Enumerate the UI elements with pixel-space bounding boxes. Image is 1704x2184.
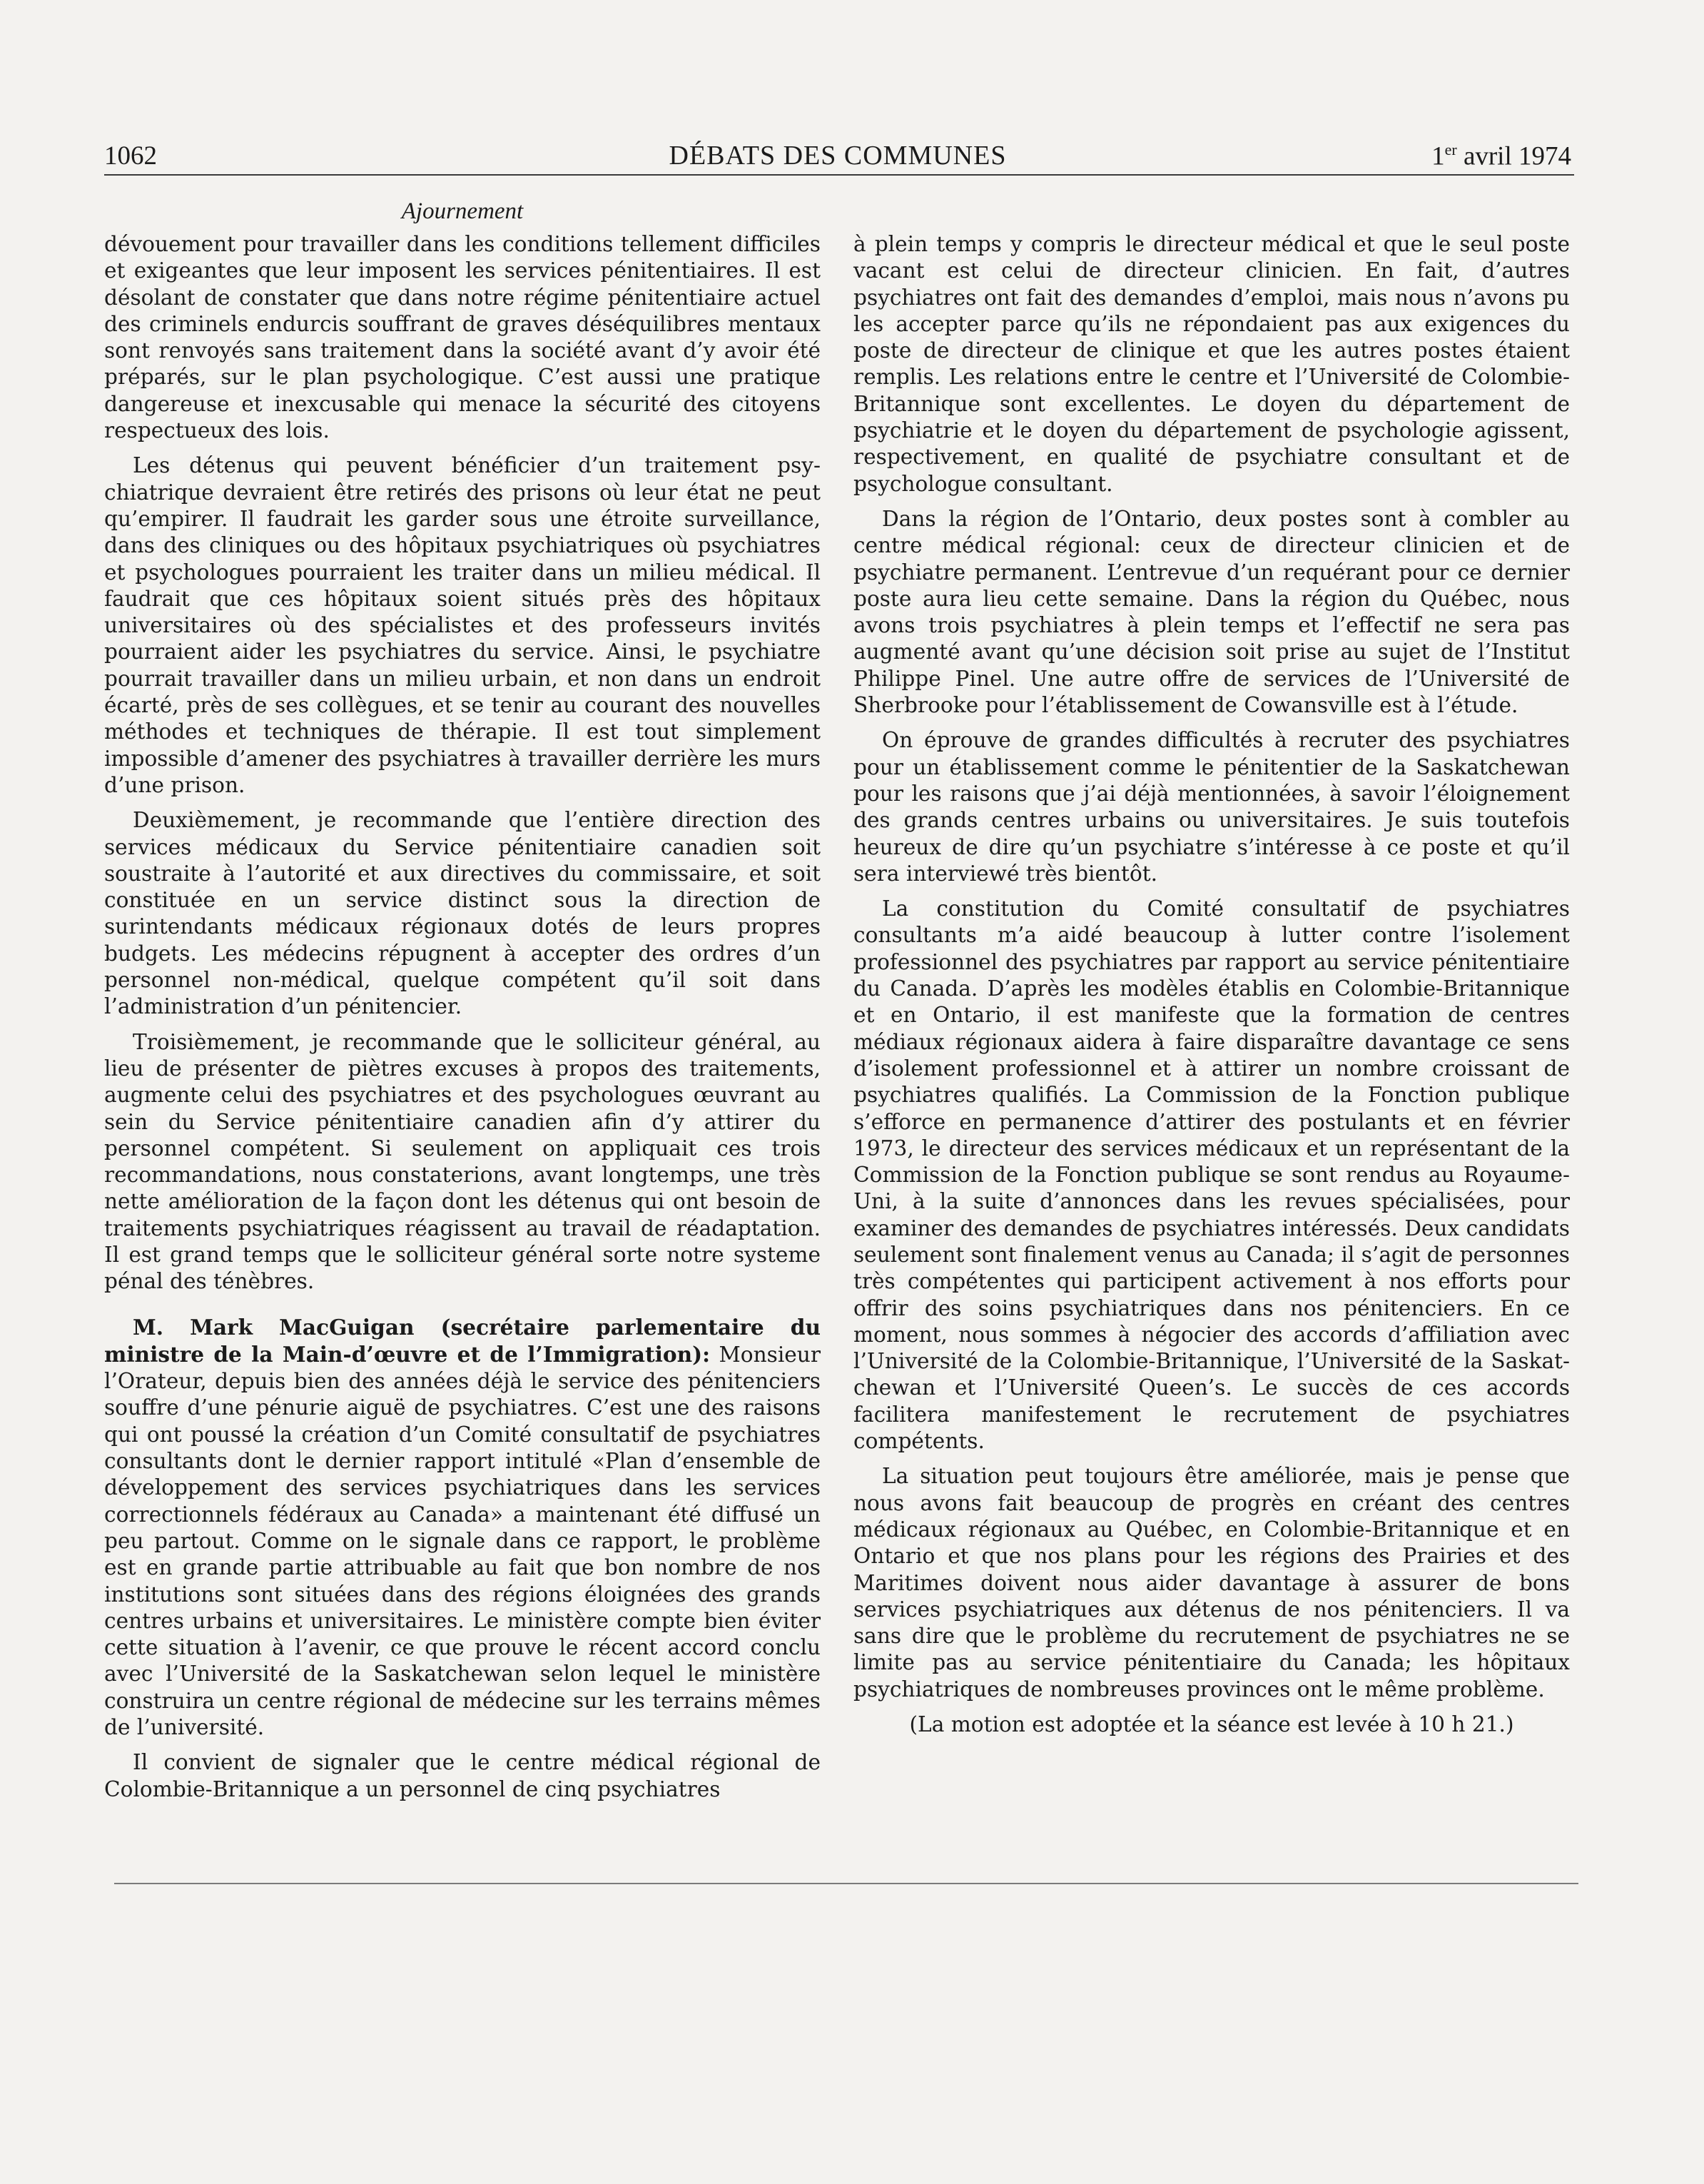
paragraph: La constitution du Comité consultatif de psychiatres consultants m’a aidé beaucoup à lutter contre l’isolement professionnel des psychiatres par rapport au service pénitentiaire du Canada. D’après les modèles établis en Colombie-Britannique et en Ontario, il est manifeste que la formation de centres médiaux régionaux aidera à faire disparaître davantage ce sens d’isolement professionnel et à attirer un nombre croissant de psychiatres qualifiés. La Commission de la Fonction publique s’efforce en permanence d’attirer des postulants et en février 1973, le directeur des services médicaux et un représentant de la Commission de la Fonction publique se sont rendus au Royaume-Uni, à la suite d’annonces dans les revues spécialisées, pour examiner des demandes de psychiatres intéressés. Deux candidats seulement sont finalement venus au Canada; il s’agit de personnes très compétentes qui participent activement à nos efforts pour offrir des soins psychiatriques dans nos pénitenciers. En ce moment, nous sommes à négocier des accords d’affiliation avec l’Université de la Colombie-Britannique, l’Université de la Saskatchewan et l’Université Queen’s. Le succès de ces accords facilitera manifestement le recrutement de psychiatres compétents. [853, 896, 1570, 1454]
date-day: 1 [1431, 141, 1445, 171]
paragraph: Troisièmement, je recommande que le solliciteur général, au lieu de présenter de piètres excuses à propos des traitements, augmente celui des psychiatres et des psychologues œuvrant au sein du Service pénitentiaire canadien afin d’y attirer du personnel compétent. Si seulement on appliquait ces trois recommandations, nous constaterions, avant longtemps, une très nette amélioration de la façon dont les détenus qui ont besoin de traitements psychiatriques réagissent au travail de réadaptation. Il est grand temps que le solliciteur général sorte notre systeme pénal des ténèbres. [104, 1029, 821, 1294]
paragraph: dévouement pour travailler dans les conditions tellement difficiles et exigeantes que leur imposent les services pénitentiaires. Il est désolant de constater que dans notre régime pénitentiaire actuel des criminels endurcis souffrant de graves déséquilibres mentaux sont renvoyés sans traitement dans la société avant d’y avoir été préparés, sur le plan psychologique. C’est aussi une pratique dangereuse et inexcusable qui menace la sécurité des citoyens respectueux des lois. [104, 232, 821, 443]
paragraph: La situation peut toujours être améliorée, mais je pense que nous avons fait beaucoup de progrès en créant des centres médicaux régionaux au Québec, en Colombie-Britannique et en Ontario et que nos plans pour les régions des Prairies et des Maritimes doivent nous aider davantage à assurer de bons services psychiatriques aux détenus de nos pénitenciers. Il va sans dire que le problème du recrutement de psychiatres ne se limite pas au service pénitentiaire du Canada; les hôpitaux psychiatriques de nombreuses provinces ont le même problème. [853, 1464, 1570, 1702]
speech-text: Monsieur l’Orateur, depuis bien des années déjà le service des pénitenciers souffre d’une pénurie aiguë de psychiatres. C’est une des raisons qui ont poussé la création d’un Comité consultatif de psychiatres consultants dont le dernier rapport intitulé «Plan d’ensemble de développement des services psychiatriques dans les services correctionnels fédéraux au Canada» a maintenant été diffusé un peu partout. Comme on le signale dans ce rapport, le problème est en grande partie attribuable au fait que bon nombre de nos institutions sont situées dans des régions éloignées des grands centres urbains et universitaires. Le ministère compte bien éviter cette situation à l’avenir, ce que prouve le récent accord conclu avec l’Université de la Saskatchewan selon lequel le ministère construira un centre régional de médecine sur les terrains mêmes de l’université. [104, 1342, 821, 1740]
paragraph: à plein temps y compris le directeur médical et que le seul poste vacant est celui de directeur clinicien. En fait, d’autres psychiatres ont fait des demandes d’emploi, mais nous n’avons pu les accepter parce qu’ils ne répondaient pas aux exigences du poste de directeur de clinique et que les autres postes étaient remplis. Les relations entre le centre et l’Université de Colombie-Britannique sont excellentes. Le doyen du département de psychiatrie et le doyen du département de psychologie agissent, respectivement, en qualité de psychiatre consultant et de psychologue consultant. [853, 232, 1570, 496]
paragraph: Dans la région de l’Ontario, deux postes sont à combler au centre médical régional: ceux de directeur clinicien et de psychiatre permanent. L’entrevue d’un requérant pour ce dernier poste aura lieu cette semaine. Dans la région du Québec, nous avons trois psychiatres à plein temps et l’effectif ne sera pas augmenté avant qu’une décision soit prise au sujet de l’Institut Philippe Pinel. Une autre offre de services de l’Université de Sherbrooke pour l’établissement de Cowansville est à l’étude. [853, 506, 1570, 718]
left-column [104, 231, 821, 1811]
speaker-name: M. Mark MacGuigan (secrétaire parlementaire du ministre de la Main-d’œuvre et de l’Immigration): [104, 1314, 821, 1367]
date-month-year: avril 1974 [1456, 141, 1571, 171]
paragraph: Les détenus qui peuvent bénéficier d’un traitement psychiatrique devraient être retirés des prisons où leur état ne peut qu’empirer. Il faudrait les garder sous une étroite surveillance, dans des cliniques ou des hôpitaux psychiatriques où psychiatres et psychologues pourraient les traiter dans un milieu médical. Il faudrait que ces hôpitaux soient situés près des hôpitaux universitaires où des spécialistes et des professeurs invités pourraient aider les psychiatres du service. Ainsi, le psychiatre pourrait travailler dans un milieu urbain, et non dans un endroit écarté, près de ses collègues, et se tenir au courant des nouvelles méthodes et techniques de thérapie. Il est tout simplement impossible d’amener des psychiatres à travailler derrière les murs d’une prison. [104, 453, 821, 797]
speech-paragraph [104, 1314, 821, 1741]
bottom-rule [114, 1883, 1578, 1884]
paragraph: Deuxièmement, je recommande que l’entière direction des services médicaux du Service pénitentiaire canadien soit soustraite à l’autorité et aux directives du commissaire, et soit constituée en un service distinct sous la direction de surintendants médicaux régionaux dotés de leurs propres budgets. Les médecins répugnent à accepter des ordres d’un personnel non-médical, quelque compétent qu’il soit dans l’administration d’un pénitencier. [104, 808, 821, 1019]
section-title: Ajournement [401, 198, 524, 224]
publication-date [1431, 141, 1571, 171]
adjournment-note: (La motion est adoptée et la séance est levée à 10 h 21.) [909, 1712, 1514, 1737]
page-header [104, 136, 1571, 174]
right-column [853, 231, 1570, 1746]
paragraph: On éprouve de grandes difficultés à recruter des psychiatres pour un établissement comme le pénitentier de la Saskatchewan pour les raisons que j’ai déjà mentionnées, à savoir l’éloignement des grands centres urbains ou universitaires. Je suis toutefois heureux de dire qu’un psychiatre s’intéresse à ce poste et qu’il sera interviewé très bientôt. [853, 728, 1570, 886]
header-rule [104, 174, 1574, 176]
publication-title: DÉBATS DES COMMUNES [669, 141, 1007, 171]
paragraph: Il convient de signaler que le centre médical régional de Colombie-Britannique a un personnel de cinq psychiatres [104, 1750, 821, 1801]
page-number: 1062 [104, 141, 157, 171]
date-ordinal: er [1444, 140, 1457, 158]
